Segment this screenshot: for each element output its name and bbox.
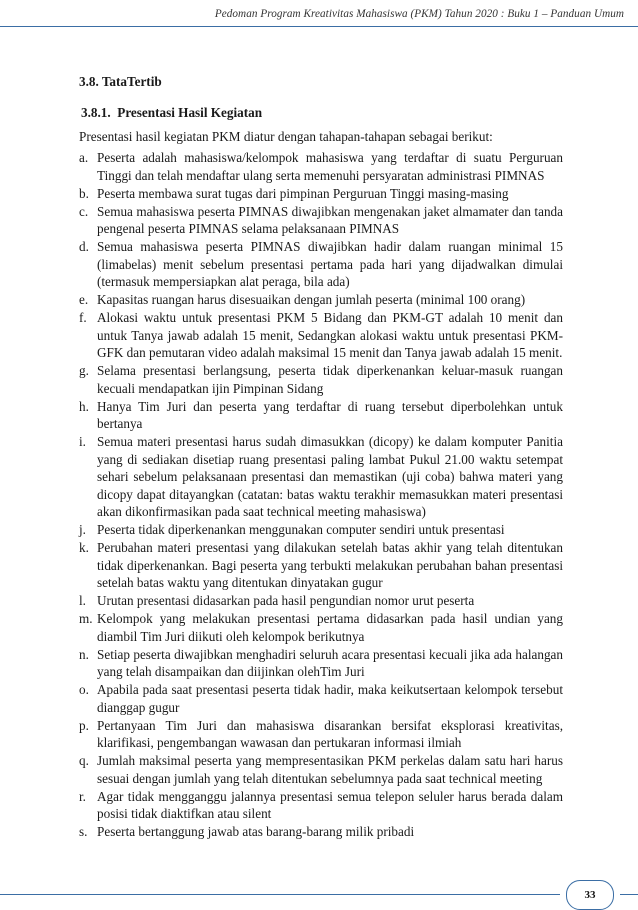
list-item-text: Alokasi waktu untuk presentasi PKM 5 Bidang dan PKM-GT adalah 10 menit dan untuk Tanya jawab adalah 15 menit, Sedangkan alokasi waktu untuk presentasi PKM-GFK dan pemutaran video adalah maksimal 15 menit dan Tanya jawab adalah 15 menit. <box>97 310 563 360</box>
list-item-text: Agar tidak mengganggu jalannya presentasi semua telepon seluler harus berada dalam posisi tidak diaktifkan atau silent <box>97 788 563 821</box>
footer-divider-right <box>620 894 638 895</box>
list-item-text: Peserta membawa surat tugas dari pimpinan Perguruan Tinggi masing-masing <box>97 185 509 201</box>
list-item-text: Peserta tidak diperkenankan menggunakan computer sendiri untuk presentasi <box>97 522 505 537</box>
list-item-text: Jumlah maksimal peserta yang mempresentasikan PKM perkelas dalam satu hari harus sesuai dengan jumlah yang telah ditentukan sebelumnya pada saat technical meeting <box>97 753 563 786</box>
list-item-marker: m. <box>79 611 93 626</box>
list-item <box>79 433 563 521</box>
subsection-title: Presentasi Hasil Kegiatan <box>117 105 263 120</box>
list-item <box>79 788 563 823</box>
section-title: TataTertib <box>101 74 162 89</box>
list-item <box>79 521 563 539</box>
list-item <box>79 309 563 362</box>
subsection-heading <box>81 105 262 121</box>
subsection-number: 3.8.1. <box>81 105 111 120</box>
list-item-marker: o. <box>79 682 89 697</box>
rules-list <box>79 149 563 841</box>
header-divider <box>0 26 638 27</box>
list-item <box>79 238 563 291</box>
list-item <box>79 717 563 752</box>
list-item-text: Selama presentasi berlangsung, peserta tidak diperkenankan keluar-masuk ruangan kecuali mendapatkan ijin Pimpinan Sidang <box>97 363 563 396</box>
list-item-marker: a. <box>79 150 89 165</box>
list-item-marker: i. <box>79 434 86 449</box>
list-item-text: Peserta bertanggung jawab atas barang-barang milik pribadi <box>97 824 415 839</box>
footer-divider <box>0 894 560 895</box>
list-item-marker: e. <box>79 292 89 307</box>
section-number: 3.8. <box>79 74 99 89</box>
list-item-text: Setiap peserta diwajibkan menghadiri seluruh acara presentasi kecuali jika ada halangan yang telah disampaikan dan diijinkan olehTim Juri <box>97 646 563 679</box>
list-item <box>79 592 563 610</box>
list-item-marker: q. <box>79 753 89 768</box>
list-item <box>79 149 563 184</box>
list-item-text: Urutan presentasi didasarkan pada hasil pengundian nomor urut peserta <box>97 593 475 608</box>
list-item-text: Apabila pada saat presentasi peserta tidak hadir, maka keikutsertaan kelompok tersebut dianggap gugur <box>97 682 563 715</box>
list-item-marker: g. <box>79 363 89 378</box>
list-item-marker: b. <box>79 185 89 201</box>
list-item <box>79 398 563 433</box>
section-heading <box>79 74 162 90</box>
list-item-text: Kapasitas ruangan harus disesuaikan dengan jumlah peserta (minimal 100 orang) <box>97 292 526 307</box>
list-item-marker: f. <box>79 310 87 325</box>
list-item-marker: c. <box>79 203 89 219</box>
list-item <box>79 681 563 716</box>
list-item <box>79 610 563 645</box>
intro-paragraph: Presentasi hasil kegiatan PKM diatur dengan tahapan-tahapan sebagai berikut: <box>79 129 493 144</box>
list-item <box>79 823 563 841</box>
list-item <box>79 752 563 787</box>
list-item-marker: l. <box>79 593 86 608</box>
list-item-marker: d. <box>79 239 89 254</box>
list-item-marker: n. <box>79 646 89 662</box>
list-item-marker: r. <box>79 788 86 804</box>
running-header: Pedoman Program Kreativitas Mahasiswa (PKM) Tahun 2020 : Buku 1 – Panduan Umum <box>214 8 624 20</box>
list-item-marker: h. <box>79 398 89 414</box>
list-item-marker: s. <box>79 824 88 839</box>
list-item-text: Pertanyaan Tim Juri dan mahasiswa disarankan bersifat eksplorasi kreativitas, klarifikasi, pengembangan wawasan dan pertukaran informasi ilmiah <box>97 717 563 750</box>
list-item-text: Semua mahasiswa peserta PIMNAS diwajibkan mengenakan jaket almamater dan tanda pengenal peserta PIMNAS selama pelaksanaan PIMNAS <box>97 203 563 236</box>
list-item-text: Peserta adalah mahasiswa/kelompok mahasiswa yang terdaftar di suatu Perguruan Tinggi dan telah mendaftar ulang serta memenuhi persyaratan administrasi PIMNAS <box>97 150 563 183</box>
list-item-marker: j. <box>79 522 86 537</box>
list-item-text: Semua materi presentasi harus sudah dimasukkan (dicopy) ke dalam komputer Panitia yang di sediakan disetiap ruang presentasi paling lambat Pukul 21.00 waktu setempat sehari sebelum pelaksanaan presentasi dan memastikan (uji coba) bahwa materi yang dicopy dapat ditayangkan (catatan: batas waktu terakhir memasukkan materi presentasi akan dikonfirmasikan pada saat technical meeting mahasiswa) <box>97 434 563 519</box>
page-number-badge <box>566 880 614 910</box>
list-item <box>79 203 563 238</box>
list-item-text: Kelompok yang melakukan presentasi pertama didasarkan pada hasil undian yang diambil Tim Juri diikuti oleh kelompok berikutnya <box>97 611 563 644</box>
list-item-text: Perubahan materi presentasi yang dilakukan setelah batas akhir yang telah ditentukan tidak diperkenankan. Bagi peserta yang terbukti melakukan perubahan bahan presentasi setelah batas waktu yang ditentukan dinyatakan gugur <box>97 540 563 590</box>
list-item <box>79 185 563 203</box>
page-number: 33 <box>584 889 596 901</box>
list-item <box>79 291 563 309</box>
list-item <box>79 362 563 397</box>
list-item-text: Semua mahasiswa peserta PIMNAS diwajibkan hadir dalam ruangan minimal 15 (limabelas) menit sebelum presentasi pertama pada hari yang dijadwalkan dimulai (termasuk mempersiapkan alat peraga, bila ada) <box>97 239 563 289</box>
list-item-text: Hanya Tim Juri dan peserta yang terdaftar di ruang tersebut diperbolehkan untuk bertanya <box>97 398 563 431</box>
list-item <box>79 539 563 592</box>
list-item <box>79 646 563 681</box>
list-item-marker: p. <box>79 717 89 733</box>
list-item-marker: k. <box>79 540 89 555</box>
